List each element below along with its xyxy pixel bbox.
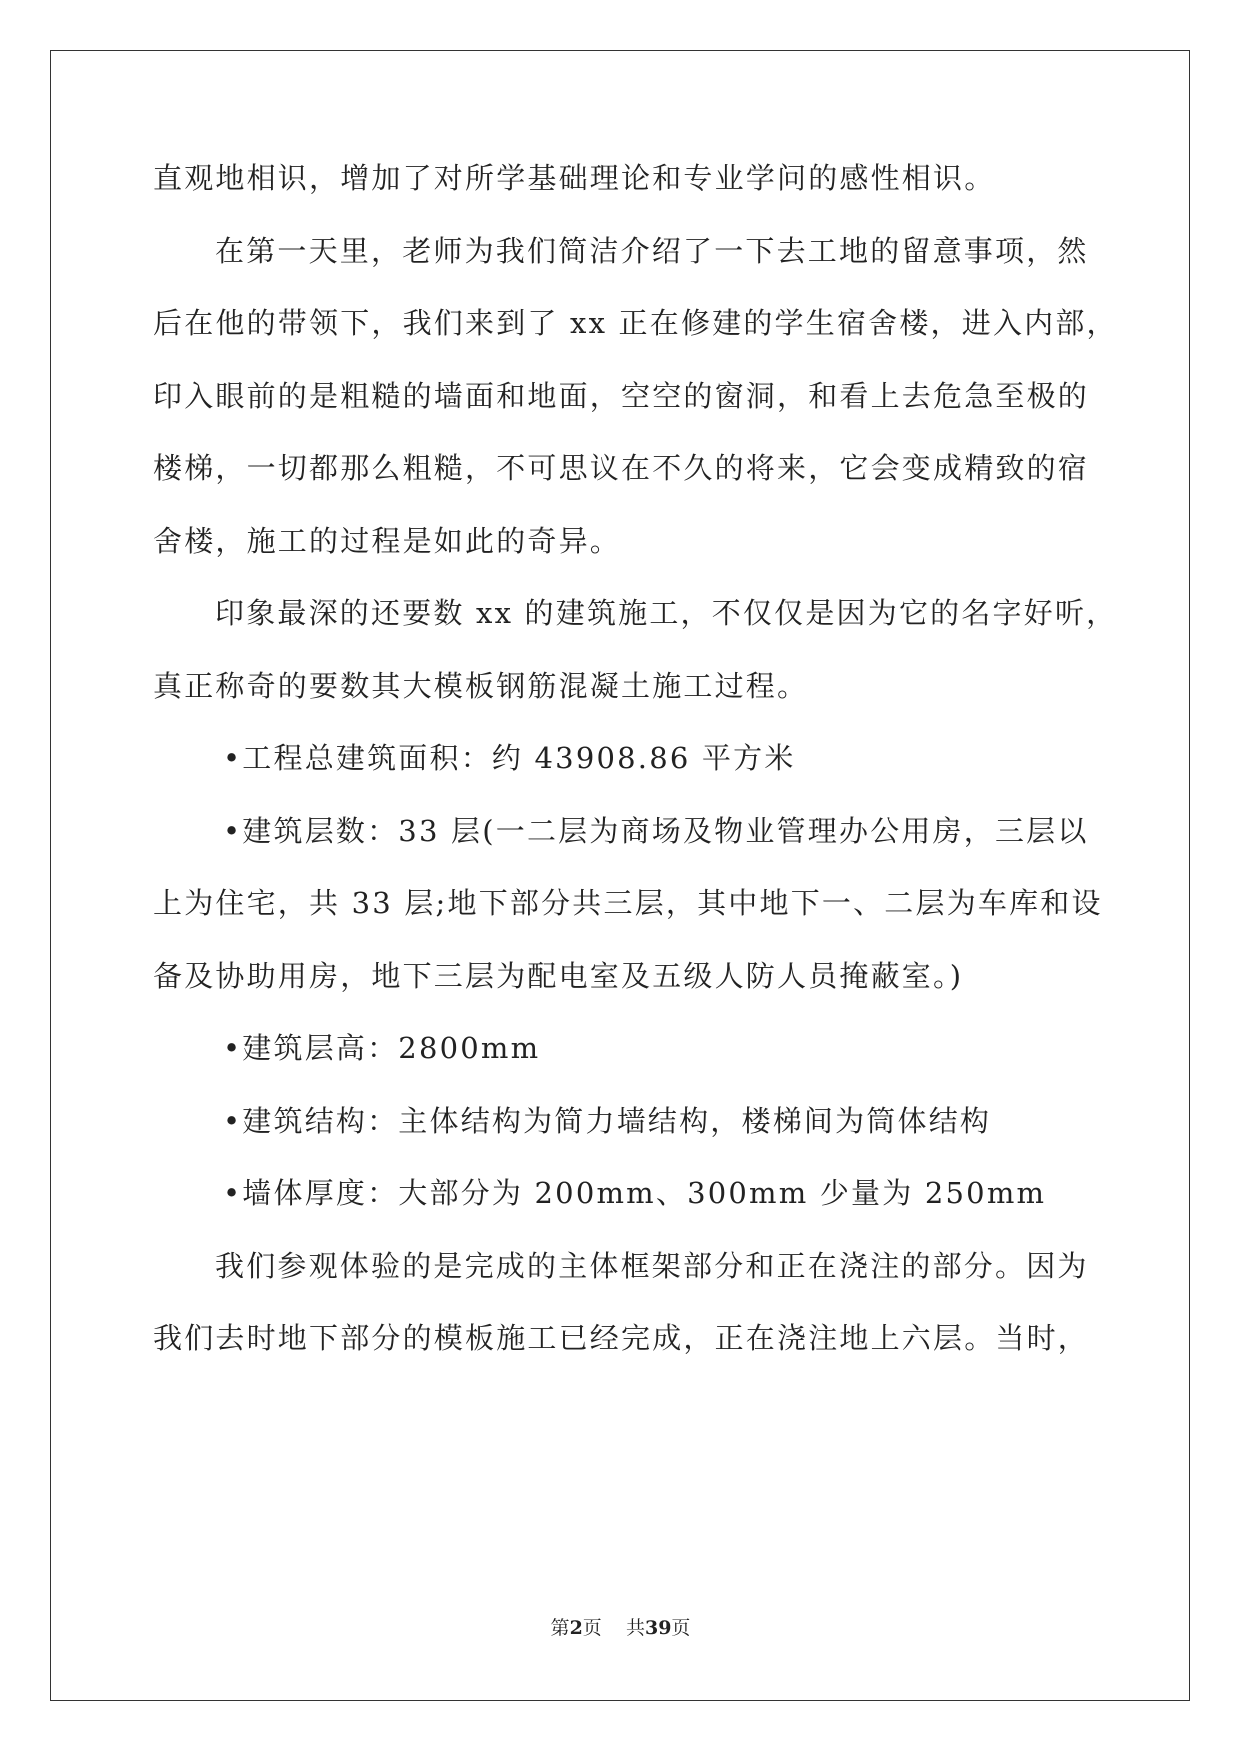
page-number-prefix: 第 — [550, 1617, 570, 1639]
text-line: 备及协助用房，地下三层为配电室及五级人防人员掩蔽室。) — [153, 958, 964, 993]
page-footer — [0, 1613, 1241, 1640]
page-number-current: 2 — [569, 1617, 583, 1639]
text-line: 我们参观体验的是完成的主体框架部分和正在浇注的部分。因为 — [215, 1248, 1089, 1283]
text-line: 印象最深的还要数 xx 的建筑施工，不仅仅是因为它的名字好听， — [215, 596, 1118, 630]
text-line: 直观地相识，增加了对所学基础理论和专业学问的感性相识。 — [153, 161, 996, 195]
bullet-line: •建筑层数：33 层(一二层为商场及物业管理办公用房，三层以 — [223, 813, 1089, 848]
text-line: 我们去时地下部分的模板施工已经完成，正在浇注地上六层。当时， — [153, 1321, 1090, 1355]
page-border — [50, 50, 1190, 1701]
text-line: 真正称奇的要数其大模板钢筋混凝土施工过程。 — [153, 668, 809, 703]
text-line: 后在他的带领下，我们来到了 xx 正在修建的学生宿舍楼，进入内部， — [153, 306, 1118, 340]
text-line: 上为住宅，共 33 层;地下部分共三层，其中地下一、二层为车库和设 — [153, 886, 1103, 920]
page-number-mid: 页 共 — [582, 1617, 645, 1639]
bullet-line: •建筑层高：2800mm — [223, 1031, 541, 1065]
bullet-line: •工程总建筑面积：约 43908.86 平方米 — [223, 741, 796, 775]
bullet-line: •建筑结构：主体结构为简力墙结构，楼梯间为筒体结构 — [223, 1103, 992, 1138]
page-number-suffix: 页 — [671, 1617, 691, 1639]
text-line: 在第一天里，老师为我们简洁介绍了一下去工地的留意事项，然 — [215, 233, 1089, 268]
text-line: 舍楼，施工的过程是如此的奇异。 — [153, 523, 622, 558]
bullet-line: •墙体厚度：大部分为 200mm、300mm 少量为 250mm — [223, 1176, 1047, 1210]
text-line: 印入眼前的是粗糙的墙面和地面，空空的窗洞，和看上去危急至极的 — [153, 378, 1090, 413]
text-line: 楼梯，一切都那么粗糙，不可思议在不久的将来，它会变成精致的宿 — [153, 451, 1090, 485]
page-number-total: 39 — [644, 1617, 672, 1639]
